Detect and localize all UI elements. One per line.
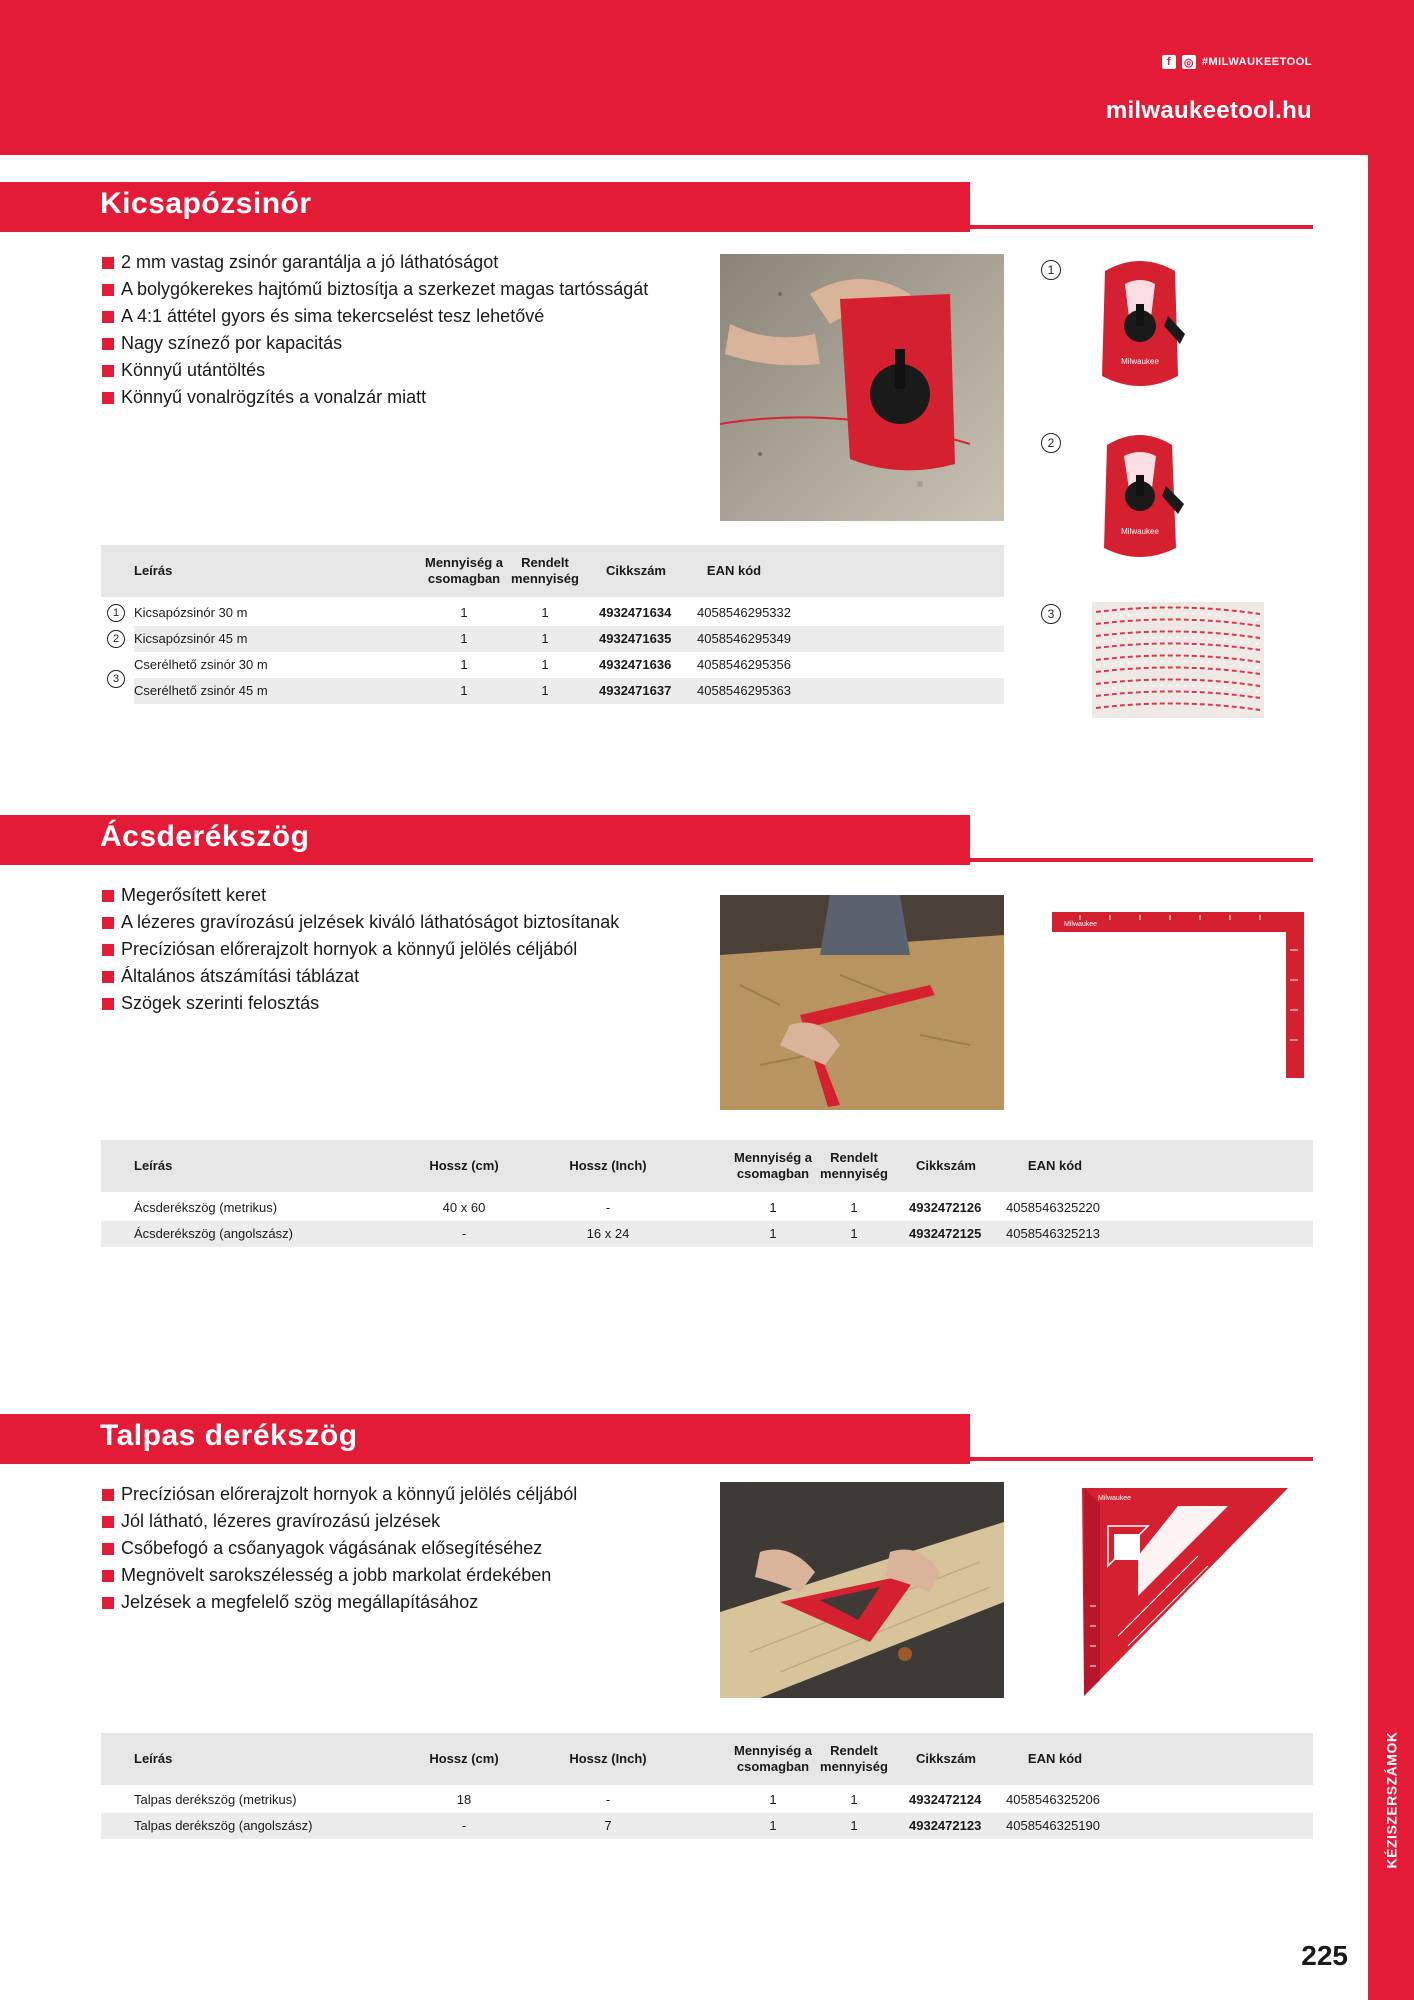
rafter-square-product-image — [1078, 1486, 1290, 1698]
col-header-desc: Leírás — [134, 1158, 173, 1173]
cell-ordered: 1 — [850, 1200, 858, 1215]
cell-ordered: 1 — [541, 605, 549, 620]
feature-item: 2 mm vastag zsinór garantálja a jó láthatóságot — [102, 249, 648, 276]
feature-list — [102, 249, 648, 411]
cell-desc: Ácsderékszög (angolszász) — [134, 1226, 293, 1241]
cell-length-inch: - — [605, 1200, 611, 1215]
cell-desc: Ácsderékszög (metrikus) — [134, 1200, 278, 1215]
table-row — [101, 1813, 1313, 1839]
product-table-chalk-line — [101, 545, 1004, 705]
svg-text:Milwaukee: Milwaukee — [1064, 921, 1098, 928]
cell-qty: 1 — [460, 631, 468, 646]
feature-item: Jelzések a megfelelő szög megállapításához — [102, 1589, 577, 1616]
cell-code: 4932472126 — [909, 1200, 982, 1215]
section-header-rafter-square — [0, 1414, 1313, 1464]
table-row — [134, 626, 1004, 652]
marker-1: 1 — [1041, 260, 1061, 280]
col-header-ordered — [814, 1150, 894, 1182]
cell-code: 4932471635 — [599, 631, 672, 646]
framing-square-product-image — [1050, 910, 1305, 1080]
hashtag: #MILWAUKEETOOL — [1201, 56, 1312, 68]
col-header-ordered-line1: Rendelt — [830, 1150, 878, 1165]
cell-length-inch: 16 x 24 — [586, 1226, 630, 1241]
product-table-rafter-square — [101, 1733, 1313, 1843]
cell-qty: 1 — [460, 605, 468, 620]
col-header-qty — [419, 555, 509, 587]
cell-ean: 4058546325213 — [1006, 1226, 1100, 1241]
cell-ordered: 1 — [850, 1792, 858, 1807]
social-links — [1162, 55, 1312, 69]
col-header-length-inch: Hossz (Inch) — [569, 1158, 647, 1173]
feature-item: A lézeres gravírozású jelzések kiváló láthatóságot biztosítanak — [102, 909, 619, 936]
col-header-code: Cikkszám — [606, 563, 666, 578]
col-header-length-cm: Hossz (cm) — [429, 1158, 499, 1173]
feature-item: A 4:1 áttétel gyors és sima tekercselést tesz lehetővé — [102, 303, 648, 330]
feature-item: Általános átszámítási táblázat — [102, 963, 619, 990]
cell-qty: 1 — [769, 1818, 777, 1833]
cell-ean: 4058546295356 — [697, 657, 791, 672]
cell-qty: 1 — [769, 1226, 777, 1241]
col-header-ordered-line1: Rendelt — [830, 1743, 878, 1758]
section-title: Talpas derékszög — [100, 1419, 358, 1452]
instagram-icon[interactable]: ◎ — [1183, 56, 1194, 69]
col-header-ean: EAN kód — [1027, 1158, 1083, 1173]
cell-length-cm: 18 — [456, 1792, 472, 1807]
feature-list — [102, 1481, 577, 1616]
feature-item: Könnyű utántöltés — [102, 357, 648, 384]
col-header-ordered-line2: mennyiség — [820, 1166, 888, 1181]
cell-ean: 4058546325206 — [1006, 1792, 1100, 1807]
table-row — [101, 1787, 1313, 1813]
col-header-ordered — [814, 1743, 894, 1775]
col-header-qty-line1: Mennyiség a — [733, 1743, 813, 1758]
cell-ordered: 1 — [541, 631, 549, 646]
col-header-qty-line1: Mennyiség a — [424, 555, 504, 570]
cell-code: 4932472125 — [909, 1226, 982, 1241]
table-row — [101, 1221, 1313, 1247]
cell-ordered: 1 — [850, 1818, 858, 1833]
cell-qty: 1 — [460, 657, 468, 672]
cell-ean: 4058546295363 — [697, 683, 791, 698]
col-header-desc: Leírás — [134, 563, 173, 578]
cell-qty: 1 — [769, 1200, 777, 1215]
feature-item: Szögek szerinti felosztás — [102, 990, 619, 1017]
feature-item: Megnövelt sarokszélesség a jobb markolat érdekében — [102, 1562, 577, 1589]
col-header-qty — [728, 1743, 818, 1775]
section-title: Ácsderékszög — [100, 820, 310, 853]
cell-ean: 4058546325190 — [1006, 1818, 1100, 1833]
framing-square-in-use-photo — [720, 895, 1004, 1110]
col-header-qty — [728, 1150, 818, 1182]
page-number: 225 — [1301, 1940, 1348, 1971]
cell-length-inch: - — [605, 1792, 611, 1807]
side-tab-label: KÉZISZERSZÁMOK — [1383, 1731, 1400, 1869]
feature-item: Precíziósan előrerajzolt hornyok a könnyű jelölés céljából — [102, 936, 619, 963]
cell-length-inch: 7 — [604, 1818, 612, 1833]
cell-code: 4932472123 — [909, 1818, 982, 1833]
cell-ordered: 1 — [850, 1226, 858, 1241]
cell-ean: 4058546295349 — [697, 631, 791, 646]
row-marker-3: 3 — [107, 670, 125, 688]
cell-desc: Kicsapózsinór 45 m — [134, 631, 248, 646]
section-header-chalk-line — [0, 182, 1313, 232]
cell-desc: Cserélhető zsinór 30 m — [134, 657, 268, 672]
row-marker-1: 1 — [107, 604, 125, 622]
col-header-ordered-line2: mennyiség — [820, 1759, 888, 1774]
section-header-framing-square — [0, 815, 1313, 865]
feature-item: Precíziósan előrerajzolt hornyok a könnyű jelölés céljából — [102, 1481, 577, 1508]
facebook-icon[interactable]: f — [1162, 55, 1176, 69]
cell-ean: 4058546325220 — [1006, 1200, 1100, 1215]
table-row — [101, 652, 1004, 678]
row-marker-2: 2 — [107, 630, 125, 648]
svg-text:Milwaukee: Milwaukee — [1098, 1495, 1132, 1502]
cell-ordered: 1 — [541, 683, 549, 698]
feature-list — [102, 882, 619, 1017]
cell-code: 4932471634 — [599, 605, 672, 620]
marker-3: 3 — [1041, 604, 1061, 624]
svg-text:Milwaukee: Milwaukee — [1121, 527, 1159, 536]
col-header-code: Cikkszám — [916, 1158, 976, 1173]
col-header-qty-line2: csomagban — [736, 1759, 810, 1774]
top-banner — [0, 0, 1414, 155]
feature-item: Jól látható, lézeres gravírozású jelzések — [102, 1508, 577, 1535]
section-rule — [970, 225, 1313, 229]
section-rule — [970, 858, 1313, 862]
side-tab-label-wrap — [1368, 1731, 1414, 1869]
col-header-ean: EAN kód — [1027, 1751, 1083, 1766]
replacement-line-product-image — [1092, 602, 1264, 718]
cell-desc: Talpas derékszög (angolszász) — [134, 1818, 313, 1833]
chalk-line-in-use-photo — [720, 254, 1004, 521]
table-header — [101, 1733, 1313, 1785]
cell-desc: Talpas derékszög (metrikus) — [134, 1792, 297, 1807]
cell-length-cm: 40 x 60 — [442, 1200, 486, 1215]
section-rule — [970, 1457, 1313, 1461]
cell-ordered: 1 — [541, 657, 549, 672]
col-header-ordered — [505, 555, 585, 587]
rafter-square-in-use-photo — [720, 1482, 1004, 1698]
col-header-qty-line2: csomagban — [427, 571, 501, 586]
col-header-length-inch: Hossz (Inch) — [569, 1751, 647, 1766]
cell-code: 4932471637 — [599, 683, 672, 698]
product-table-framing-square — [101, 1140, 1313, 1250]
cell-ean: 4058546295332 — [697, 605, 791, 620]
cell-qty: 1 — [769, 1792, 777, 1807]
cell-length-cm: - — [461, 1226, 467, 1241]
chalk-line-30m-product-image — [1090, 256, 1190, 406]
col-header-ordered-line2: mennyiség — [511, 571, 579, 586]
col-header-code: Cikkszám — [916, 1751, 976, 1766]
section-title: Kicsapózsinór — [100, 187, 312, 220]
feature-item: Csőbefogó a csőanyagok vágásának elősegítéséhez — [102, 1535, 577, 1562]
feature-item: Megerősített keret — [102, 882, 619, 909]
svg-text:Milwaukee: Milwaukee — [1121, 357, 1159, 366]
table-row — [101, 1195, 1313, 1221]
cell-code: 4932471636 — [599, 657, 672, 672]
col-header-length-cm: Hossz (cm) — [429, 1751, 499, 1766]
table-header — [101, 1140, 1313, 1192]
table-row — [134, 678, 1004, 704]
site-url[interactable]: milwaukeetool.hu — [1105, 97, 1312, 124]
cell-desc: Cserélhető zsinór 45 m — [134, 683, 268, 698]
col-header-desc: Leírás — [134, 1751, 173, 1766]
cell-desc: Kicsapózsinór 30 m — [134, 605, 248, 620]
feature-item: Könnyű vonalrögzítés a vonalzár miatt — [102, 384, 648, 411]
chalk-line-45m-product-image — [1092, 430, 1188, 575]
table-row — [101, 600, 1004, 626]
col-header-qty-line1: Mennyiség a — [733, 1150, 813, 1165]
cell-length-cm: - — [461, 1818, 467, 1833]
col-header-ean: EAN kód — [706, 563, 762, 578]
feature-item: Nagy színező por kapacitás — [102, 330, 648, 357]
marker-2: 2 — [1041, 433, 1061, 453]
col-header-qty-line2: csomagban — [736, 1166, 810, 1181]
side-tab — [1368, 155, 1414, 2000]
cell-qty: 1 — [460, 683, 468, 698]
feature-item: A bolygókerekes hajtómű biztosítja a szerkezet magas tartósságát — [102, 276, 648, 303]
col-header-ordered-line1: Rendelt — [521, 555, 569, 570]
cell-code: 4932472124 — [909, 1792, 982, 1807]
